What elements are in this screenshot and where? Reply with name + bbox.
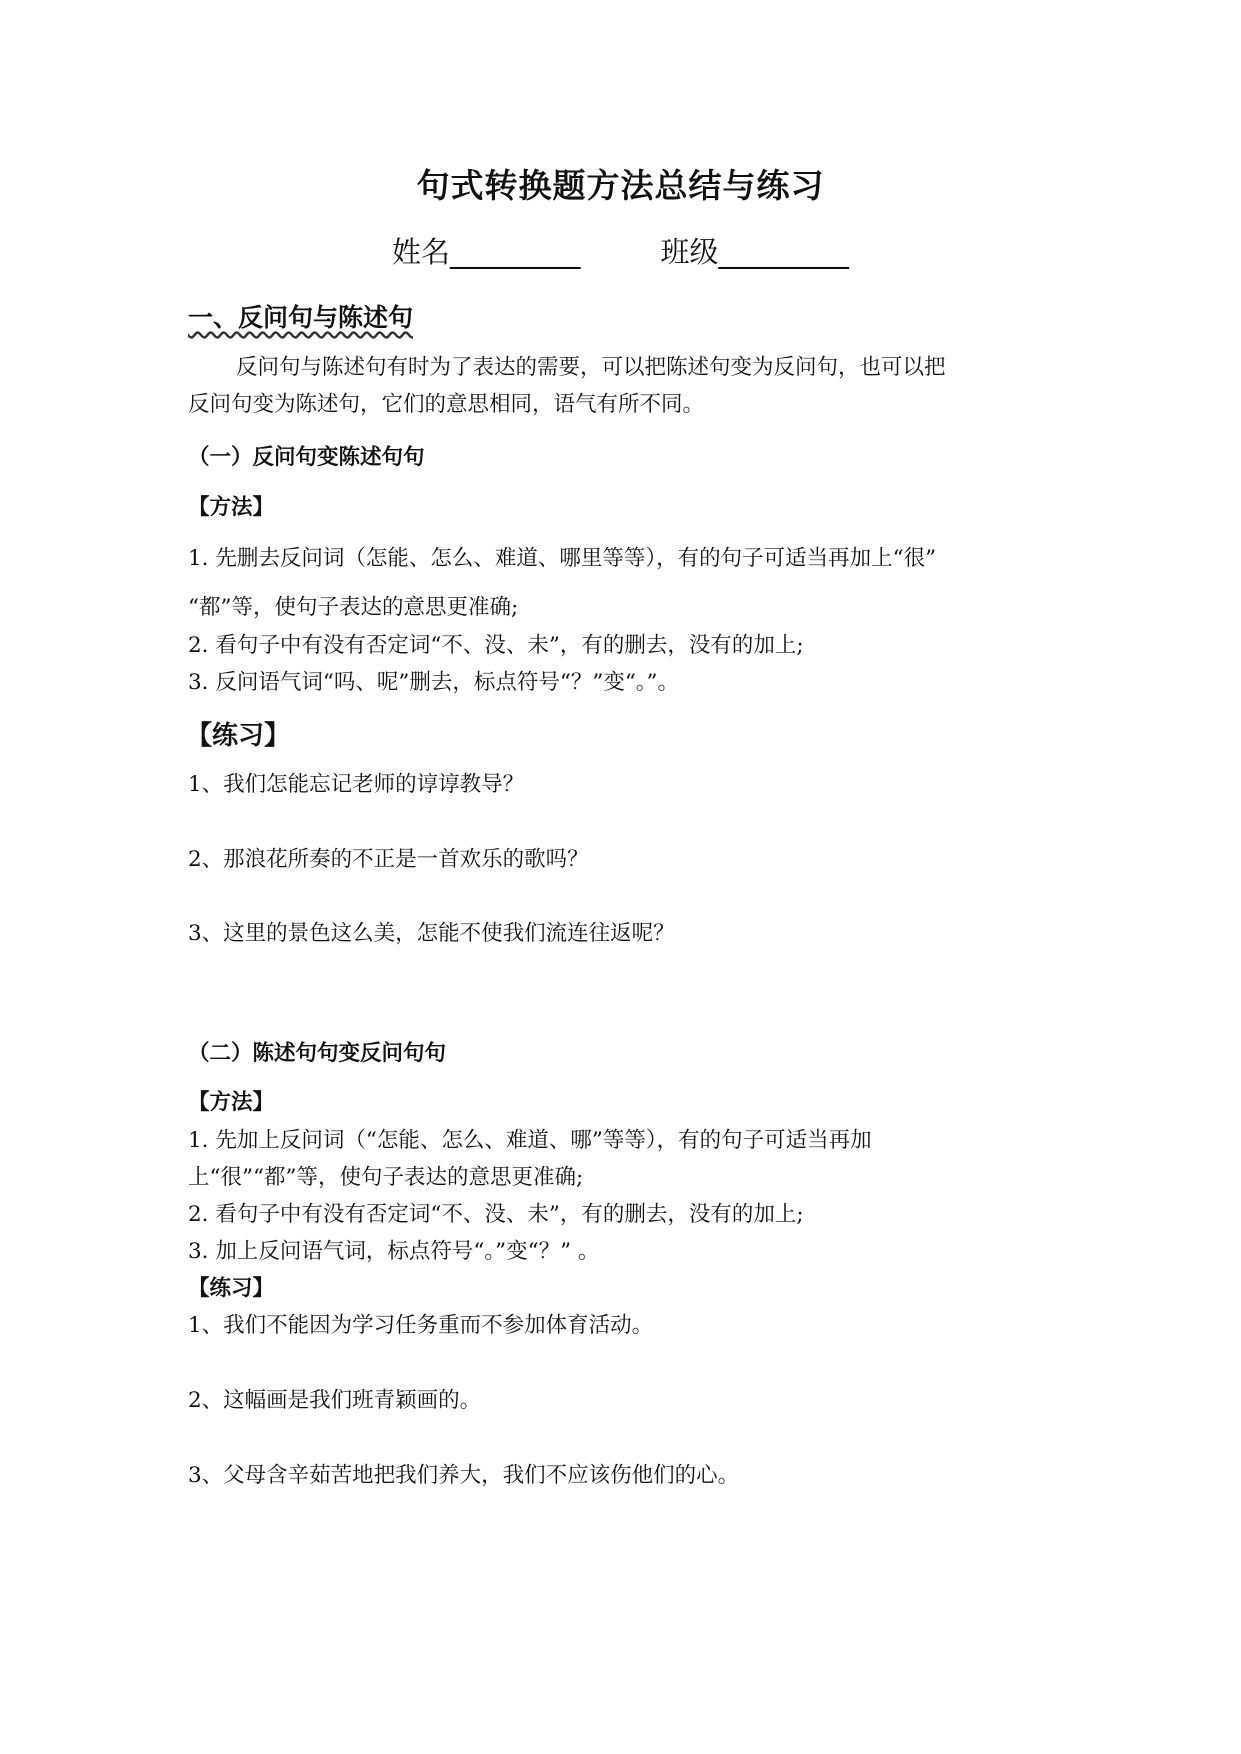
practice-label: 【练习】	[188, 1276, 275, 1301]
method-item: 1. 先加上反问词（“怎能、怎么、难道、哪”等等），有的句子可适当再加	[188, 1128, 872, 1153]
method-label: 【方法】	[188, 1090, 275, 1115]
document-title: 句式转换题方法总结与练习	[416, 166, 825, 205]
name-field[interactable]: 姓名_________	[391, 235, 581, 269]
practice-question: 3、这里的景色这么美，怎能不使我们流连往返呢？	[188, 921, 675, 946]
method-item: 3. 加上反问语气词，标点符号“。”变“？” 。	[188, 1239, 600, 1264]
practice-question: 3、父母含辛茹苦地把我们养大，我们不应该伤他们的心。	[188, 1463, 740, 1488]
method-item: 1. 先删去反问词（怎能、怎么、难道、哪里等等），有的句子可适当再加上“很”	[188, 546, 937, 571]
name-class-row	[0, 230, 1241, 271]
intro-paragraph-line: 反问句变为陈述句，它们的意思相同，语气有所不同。	[188, 392, 705, 417]
practice-question: 2、这幅画是我们班青颖画的。	[188, 1388, 482, 1413]
practice-question: 2、那浪花所奏的不正是一首欢乐的歌吗？	[188, 847, 589, 872]
method-item: “都”等，使句子表达的意思更准确;	[188, 595, 519, 620]
method-label: 【方法】	[188, 495, 275, 520]
method-item: 2. 看句子中有没有否定词“不、没、未”，有的删去，没有的加上;	[188, 633, 804, 658]
method-item: 3. 反问语气词“吗、呢”删去，标点符号“？”变“。”。	[188, 670, 680, 695]
practice-question: 1、我们不能因为学习任务重而不参加体育活动。	[188, 1313, 654, 1338]
subsection-heading: （一）反问句变陈述句句	[188, 445, 425, 470]
practice-question: 1、我们怎能忘记老师的谆谆教导？	[188, 772, 525, 797]
method-item: 2. 看句子中有没有否定词“不、没、未”，有的删去，没有的加上;	[188, 1202, 804, 1227]
subsection-heading: （二）陈述句句变反问句句	[188, 1041, 447, 1066]
method-item: 上“很”“都”等，使句子表达的意思更准确;	[188, 1165, 584, 1190]
section-heading: 一、反问句与陈述句	[188, 303, 414, 332]
class-field[interactable]: 班级_________	[660, 235, 850, 269]
intro-paragraph-line: 反问句与陈述句有时为了表达的需要，可以把陈述句变为反问句，也可以把	[236, 355, 946, 380]
practice-label: 【练习】	[186, 721, 291, 751]
